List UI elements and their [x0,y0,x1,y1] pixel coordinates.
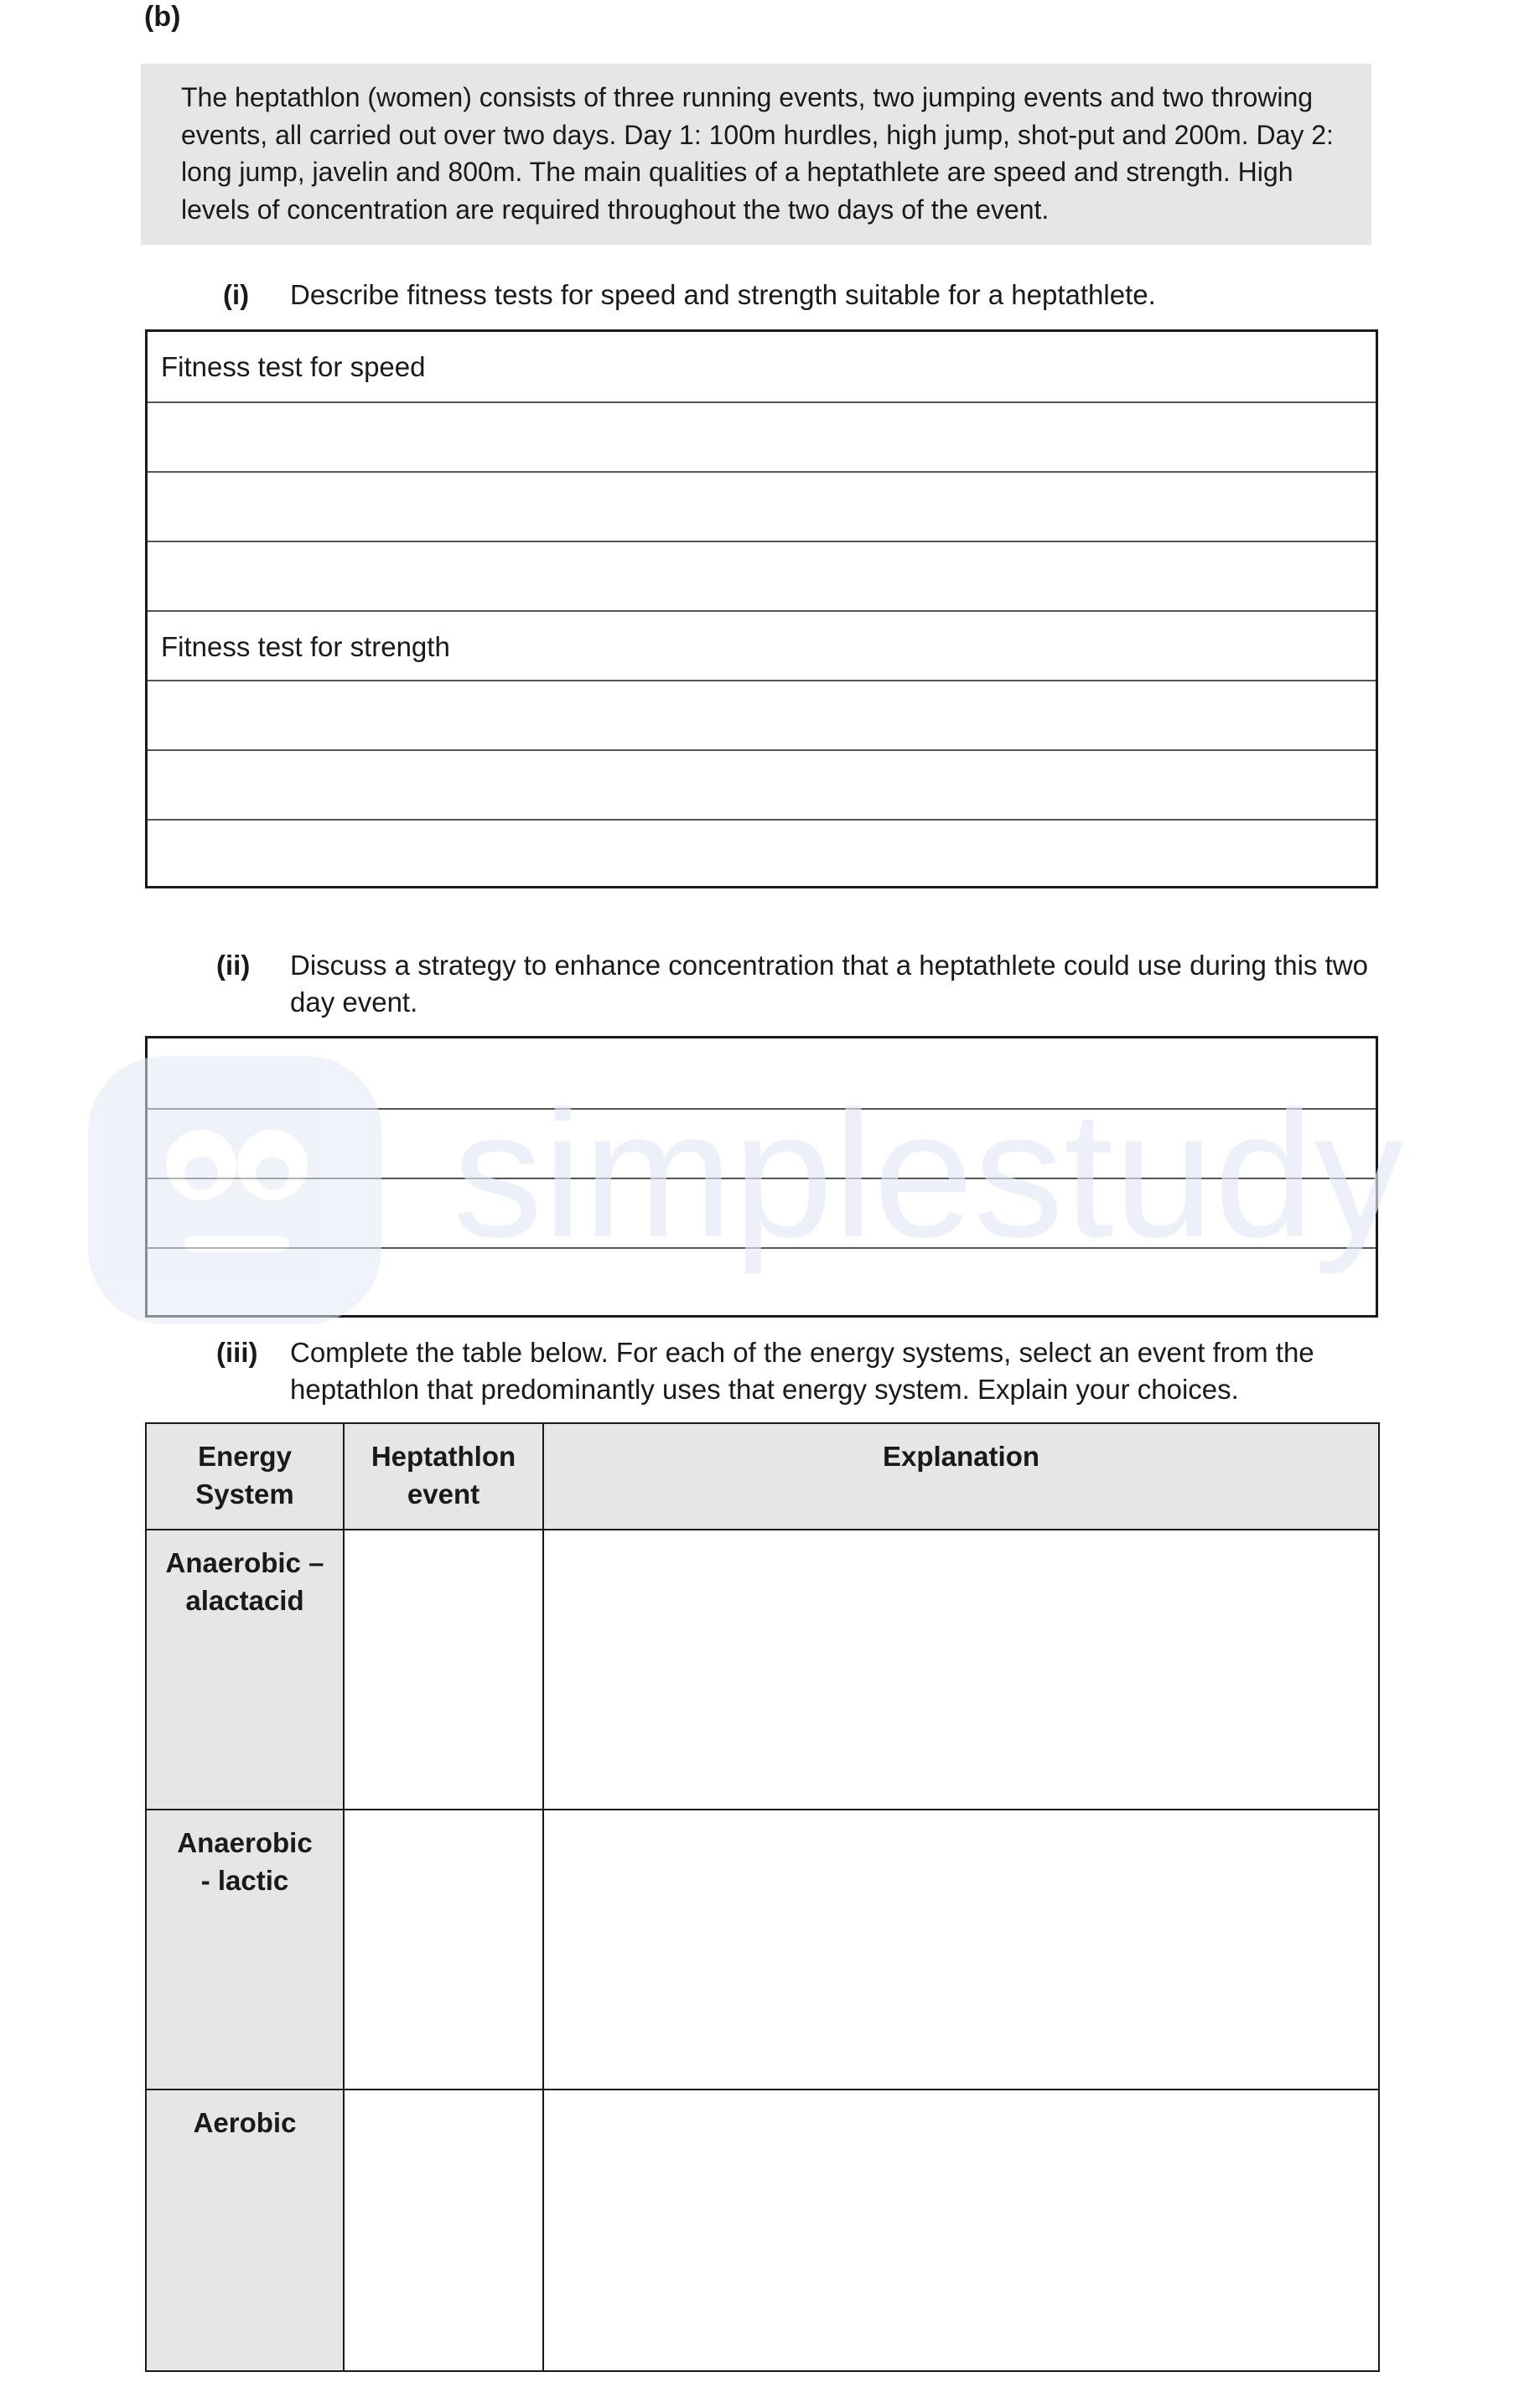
header-energy-system: Energy System [146,1423,344,1530]
answer-line[interactable] [148,1247,1376,1317]
question-i-number: (i) [223,279,250,310]
fitness-speed-label: Fitness test for speed [161,351,426,382]
event-answer-cell[interactable] [344,1810,543,2090]
question-ii-number: (ii) [216,950,251,981]
answer-line[interactable] [148,1178,1376,1247]
table-row [146,1810,1379,2090]
explanation-answer-cell[interactable] [543,1810,1379,2090]
event-answer-cell[interactable] [344,1530,543,1810]
answer-line[interactable] [148,541,1376,610]
explanation-answer-cell[interactable] [543,1530,1379,1810]
energy-systems-table [145,1422,1380,2372]
energy-system-cell: Anaerobic – alactacid [146,1530,344,1810]
question-ii-text: Discuss a strategy to enhance concentration that a heptathlete could use during this two day event. [290,950,1368,1018]
answer-box-concentration [145,1036,1378,1318]
answer-line[interactable] [148,471,1376,541]
table-row [146,2090,1379,2371]
table-header-row [146,1423,1379,1530]
energy-system-cell: Aerobic [146,2090,344,2371]
part-label: (b) [144,1,181,33]
fitness-strength-label: Fitness test for strength [148,610,1376,680]
header-explanation: Explanation [543,1423,1379,1530]
header-heptathlon-event: Heptathlon event [344,1423,543,1530]
answer-line[interactable] [148,1108,1376,1178]
table-row [146,1530,1379,1810]
answer-line[interactable] [148,1038,1376,1108]
answer-line[interactable] [148,401,1376,471]
answer-line[interactable] [148,680,1376,749]
question-iii-text: Complete the table below. For each of the energy systems, select an event from the heptathlon that predominantly uses that energy system. Explain your choices. [290,1337,1314,1405]
energy-system-cell: Anaerobic - lactic [146,1810,344,2090]
answer-line[interactable] [148,749,1376,819]
explanation-answer-cell[interactable] [543,2090,1379,2371]
answer-box-fitness-tests [145,329,1378,888]
answer-line[interactable] [148,819,1376,888]
event-answer-cell[interactable] [344,2090,543,2371]
question-iii-number: (iii) [216,1337,258,1368]
stimulus-passage: The heptathlon (women) consists of three running events, two jumping events and two throwing events, all carried out over two days. Day 1: 100m hurdles, high jump, shot-put and 200m. Day 2: long jump, javelin and 800m. The main qualities of a heptathlete are speed and strength. High levels of concentration are required throughout the two days of the event. [141,64,1371,245]
watermark-text: simplestudy [453,1073,1405,1275]
question-i-text: Describe fitness tests for speed and strength suitable for a heptathlete. [290,279,1156,310]
